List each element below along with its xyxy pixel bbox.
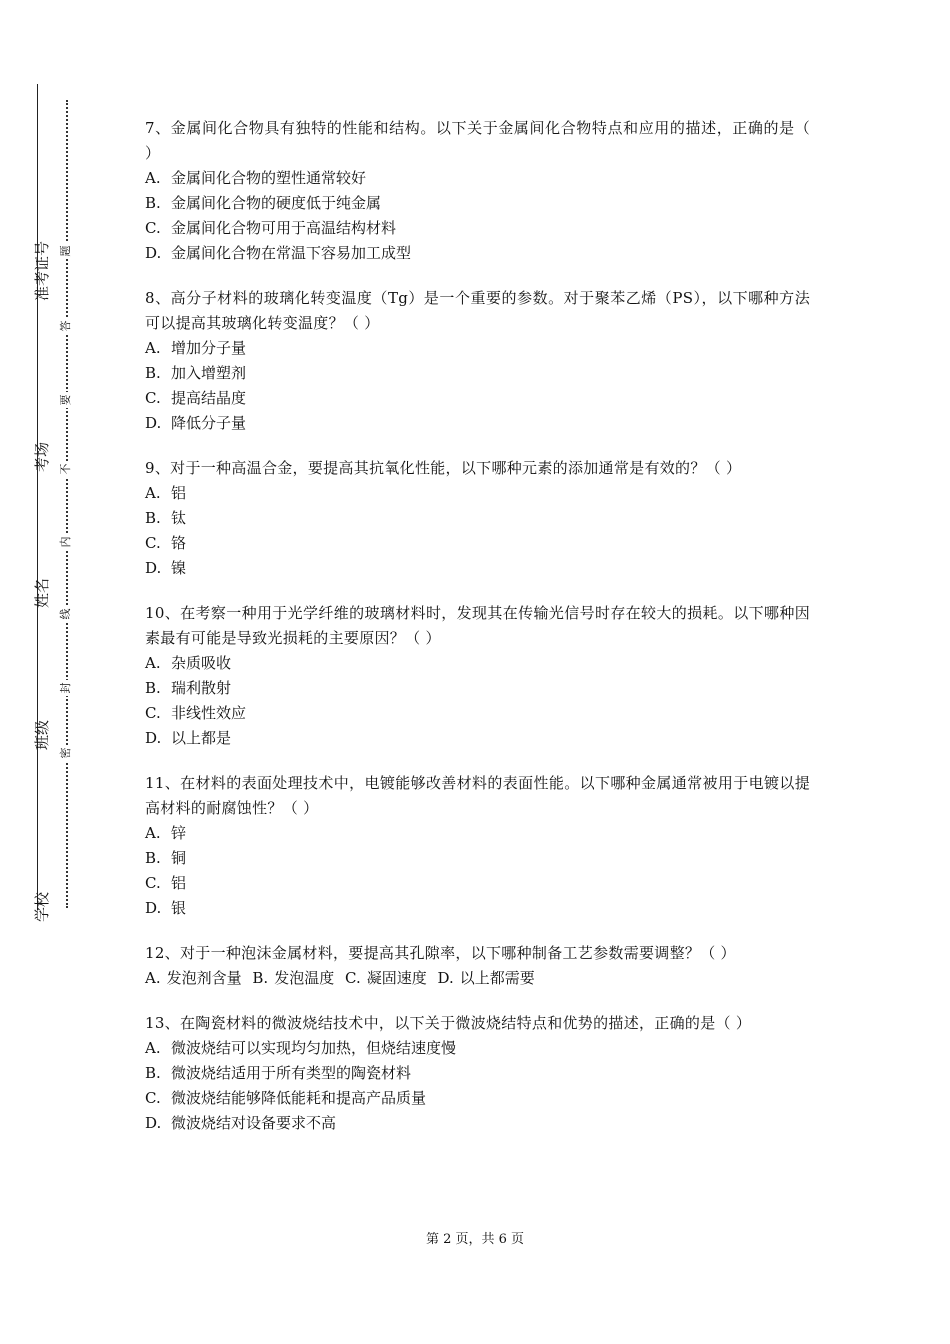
option-d (145, 1111, 810, 1136)
seal-char: 密 (58, 745, 74, 761)
option-letter: C. (145, 1089, 161, 1107)
page-footer: 第 2 页，共 6 页 (425, 1232, 525, 1247)
seal-char: 不 (58, 461, 74, 477)
option-c (145, 871, 810, 896)
question-13 (145, 1011, 810, 1136)
question-9 (145, 456, 810, 581)
option-letter: C. (345, 969, 361, 987)
option-letter: A. (145, 339, 161, 357)
question-7 (145, 116, 810, 266)
option-text: 锌 (171, 824, 187, 842)
option-c (145, 386, 810, 411)
option-text: 增加分子量 (171, 339, 247, 357)
option-c (145, 1086, 810, 1111)
option-c (145, 701, 810, 726)
binding-dotted-line (66, 100, 68, 908)
option-a (145, 166, 810, 191)
field-class-label: 班级 (33, 720, 51, 751)
option-text: 发泡温度 (274, 969, 335, 987)
seal-char: 封 (58, 680, 74, 696)
option-d (145, 556, 810, 581)
option-text: 瑞利散射 (171, 679, 232, 697)
option-text: 加入增塑剂 (171, 364, 247, 382)
question-12 (145, 941, 810, 991)
question-text: 12、对于一种泡沫金属材料，要提高其孔隙率，以下哪种制备工艺参数需要调整？（ ） (145, 944, 736, 962)
field-name-label: 姓名 (33, 578, 51, 609)
question-text: 8、高分子材料的玻璃化转变温度（Tg）是一个重要的参数。对于聚苯乙烯（PS），以下哪种方法可以提高其玻璃化转变温度？（ ） (145, 289, 810, 332)
option-text: 银 (171, 899, 187, 917)
option-text: 微波烧结适用于所有类型的陶瓷材料 (171, 1064, 412, 1082)
option-d (145, 411, 810, 436)
option-c (145, 216, 810, 241)
question-text: 7、金属间化合物具有独特的性能和结构。以下关于金属间化合物特点和应用的描述，正确的是（ ） (145, 119, 810, 162)
option-b (145, 361, 810, 386)
option-letter: B. (145, 1064, 161, 1082)
option-a (145, 651, 810, 676)
option-text: 金属间化合物可用于高温结构材料 (171, 219, 397, 237)
option-text: 发泡剂含量 (166, 969, 242, 987)
option-c (145, 531, 810, 556)
seal-char: 答 (58, 318, 74, 334)
option-text: 铝 (171, 874, 187, 892)
binding-solid-line (37, 84, 38, 910)
field-exam-room-label: 考场 (33, 442, 51, 473)
question-10 (145, 601, 810, 751)
option-letter: B. (145, 509, 161, 527)
option-a (145, 481, 810, 506)
option-letter: B. (145, 849, 161, 867)
option-letter: C. (145, 874, 161, 892)
option-text: 非线性效应 (171, 704, 247, 722)
option-text: 提高结晶度 (171, 389, 247, 407)
seal-char: 题 (58, 243, 74, 259)
option-text: 降低分子量 (171, 414, 247, 432)
question-text: 9、对于一种高温合金，要提高其抗氧化性能，以下哪种元素的添加通常是有效的？（ ） (145, 459, 742, 477)
option-b (145, 1061, 810, 1086)
option-d (145, 241, 810, 266)
option-text: 微波烧结能够降低能耗和提高产品质量 (171, 1089, 427, 1107)
option-text: 金属间化合物的硬度低于纯金属 (171, 194, 382, 212)
seal-char: 线 (58, 606, 74, 622)
option-text: 以上都需要 (459, 969, 535, 987)
option-text: 微波烧结对设备要求不高 (171, 1114, 337, 1132)
seal-char: 内 (58, 534, 74, 550)
option-letter: B. (145, 364, 161, 382)
question-list (145, 116, 810, 1156)
option-letter: D. (145, 244, 162, 262)
field-exam-number-label: 准考证号 (33, 240, 51, 301)
question-text: 10、在考察一种用于光学纤维的玻璃材料时，发现其在传输光信号时存在较大的损耗。以下哪种因素最有可能是导致光损耗的主要原因？（ ） (145, 604, 810, 647)
option-letter: A. (145, 1039, 161, 1057)
question-text: 11、在材料的表面处理技术中，电镀能够改善材料的表面性能。以下哪种金属通常被用于电镀以提高材料的耐腐蚀性？（ ） (145, 774, 810, 817)
option-letter: D. (145, 899, 162, 917)
seal-char: 要 (58, 392, 74, 408)
option-letter: C. (145, 219, 161, 237)
option-text: 凝固速度 (366, 969, 427, 987)
option-text: 铬 (171, 534, 187, 552)
question-text: 13、在陶瓷材料的微波烧结技术中，以下关于微波烧结特点和优势的描述，正确的是（ ） (145, 1014, 752, 1032)
option-text: 以上都是 (171, 729, 232, 747)
option-text: 铜 (171, 849, 187, 867)
option-b (145, 846, 810, 871)
option-d (145, 896, 810, 921)
option-letter: A. (145, 969, 161, 987)
question-11 (145, 771, 810, 921)
option-text: 钛 (171, 509, 187, 527)
option-letter: B. (145, 194, 161, 212)
option-letter: D. (145, 1114, 162, 1132)
option-b (145, 191, 810, 216)
option-b (145, 506, 810, 531)
option-a (145, 1036, 810, 1061)
option-letter: D. (145, 559, 162, 577)
option-letter: C. (145, 534, 161, 552)
option-text: 金属间化合物在常温下容易加工成型 (171, 244, 412, 262)
option-text: 金属间化合物的塑性通常较好 (171, 169, 367, 187)
option-letter: C. (145, 389, 161, 407)
option-letter: B. (252, 969, 269, 987)
option-text: 微波烧结可以实现均匀加热，但烧结速度慢 (171, 1039, 457, 1057)
option-text: 镍 (171, 559, 187, 577)
field-school-label: 学校 (33, 892, 51, 923)
option-b (145, 676, 810, 701)
option-letter: D. (437, 969, 454, 987)
option-letter: D. (145, 414, 162, 432)
option-a (145, 821, 810, 846)
question-8 (145, 286, 810, 436)
option-text: 铝 (171, 484, 187, 502)
option-a (145, 336, 810, 361)
option-letter: A. (145, 484, 161, 502)
option-letter: A. (145, 169, 161, 187)
option-letter: A. (145, 824, 161, 842)
option-d (145, 726, 810, 751)
option-letter: B. (145, 679, 161, 697)
inline-options (145, 966, 810, 991)
option-text: 杂质吸收 (171, 654, 232, 672)
option-letter: D. (145, 729, 162, 747)
option-letter: C. (145, 704, 161, 722)
option-letter: A. (145, 654, 161, 672)
